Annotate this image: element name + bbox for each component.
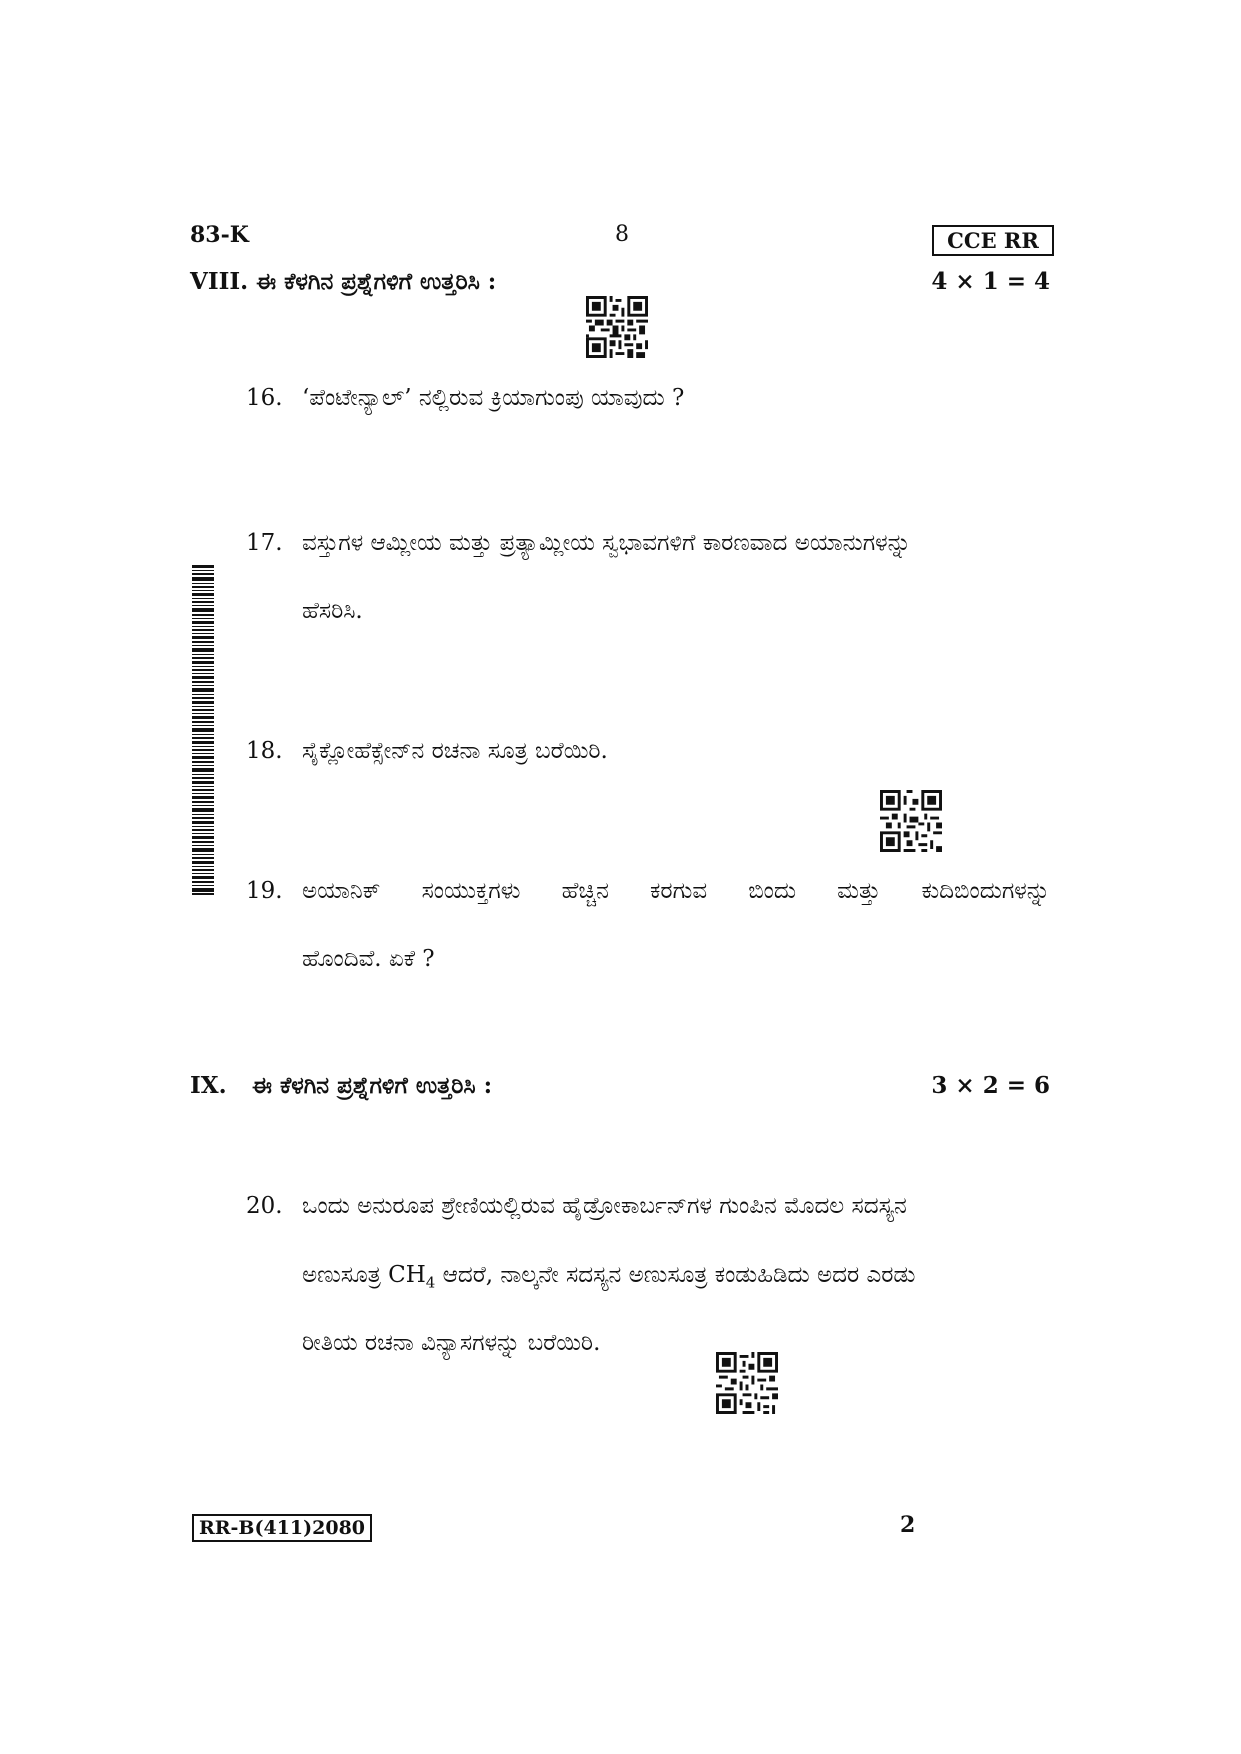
qr-code-icon — [880, 790, 942, 852]
section-8-instruction: ಈ ಕೆಳಗಿನ ಪ್ರಶ್ನೆಗಳಿಗೆ ಉತ್ತರಿಸಿ : — [256, 268, 497, 295]
formula-subscript: 4 — [425, 1273, 436, 1292]
question-text-continued: ರೀತಿಯ ರಚನಾ ವಿನ್ಯಾಸಗಳನ್ನು ಬರೆಯಿರಿ. — [302, 1330, 601, 1356]
question-number: 17. — [246, 530, 283, 556]
paper-code: 83-K — [190, 222, 249, 248]
section-9-instruction: ಈ ಕೆಳಗಿನ ಪ್ರಶ್ನೆಗಳಿಗೆ ಉತ್ತರಿಸಿ : — [252, 1072, 493, 1099]
question-number: 16. — [246, 385, 283, 411]
qr-code-icon — [716, 1352, 778, 1414]
section-9-numeral: IX. — [190, 1072, 227, 1099]
question-text: ಸೈಕ್ಲೋಹೆಕ್ಸೇನ್‌ನ ರಚನಾ ಸೂತ್ರ ಬರೆಯಿರಿ. — [302, 738, 608, 764]
section-8-heading — [190, 268, 496, 295]
booklet-code-box: RR-B(411)2080 — [192, 1514, 372, 1542]
question-text: ವಸ್ತುಗಳ ಆಮ್ಲೀಯ ಮತ್ತು ಪ್ರತ್ಯಾಮ್ಲೀಯ ಸ್ವಭಾವಗಳಿಗೆ ಕಾರಣವಾದ ಅಯಾನುಗಳನ್ನು — [302, 530, 911, 556]
question-text: ಅಯಾನಿಕ್ ಸಂಯುಕ್ತಗಳು ಹೆಚ್ಚಿನ ಕರಗುವ ಬಿಂದು ಮತ್ತು ಕುದಿಬಿಂದುಗಳನ್ನು — [302, 878, 1050, 904]
page-number: 8 — [615, 222, 629, 247]
question-text-continued: ಹೊಂದಿವೆ. ಏಕೆ ? — [302, 946, 435, 972]
section-9-marks: 3 × 2 = 6 — [931, 1072, 1050, 1099]
footer-page-number: 2 — [900, 1512, 916, 1538]
question-number: 19. — [246, 878, 283, 904]
section-8-marks: 4 × 1 = 4 — [931, 268, 1050, 295]
formula-suffix: ಆದರೆ, ನಾಲ್ಕನೇ ಸದಸ್ಯನ ಅಣುಸೂತ್ರ ಕಂಡುಹಿಡಿದು ಅದರ ಎರಡು — [435, 1262, 916, 1288]
scheme-label-box: CCE RR — [932, 225, 1054, 256]
barcode-icon — [192, 565, 214, 895]
qr-code-icon — [586, 296, 648, 358]
question-number: 20. — [246, 1193, 283, 1219]
formula-prefix: ಅಣುಸೂತ್ರ CH — [302, 1262, 426, 1288]
question-text-continued: ಹೆಸರಿಸಿ. — [302, 598, 363, 624]
question-text: ಒಂದು ಅನುರೂಪ ಶ್ರೇಣಿಯಲ್ಲಿರುವ ಹೈಡ್ರೋಕಾರ್ಬನ್‌ಗಳ ಗುಂಪಿನ ಮೊದಲ ಸದಸ್ಯನ — [302, 1193, 907, 1219]
question-text-continued — [302, 1262, 915, 1292]
question-number: 18. — [246, 738, 283, 764]
question-text: ‘ಪೆಂಟೇನ್ಯಾಲ್’ ನಲ್ಲಿರುವ ಕ್ರಿಯಾಗುಂಪು ಯಾವುದು ? — [302, 385, 685, 411]
section-8-numeral: VIII. — [190, 268, 249, 295]
